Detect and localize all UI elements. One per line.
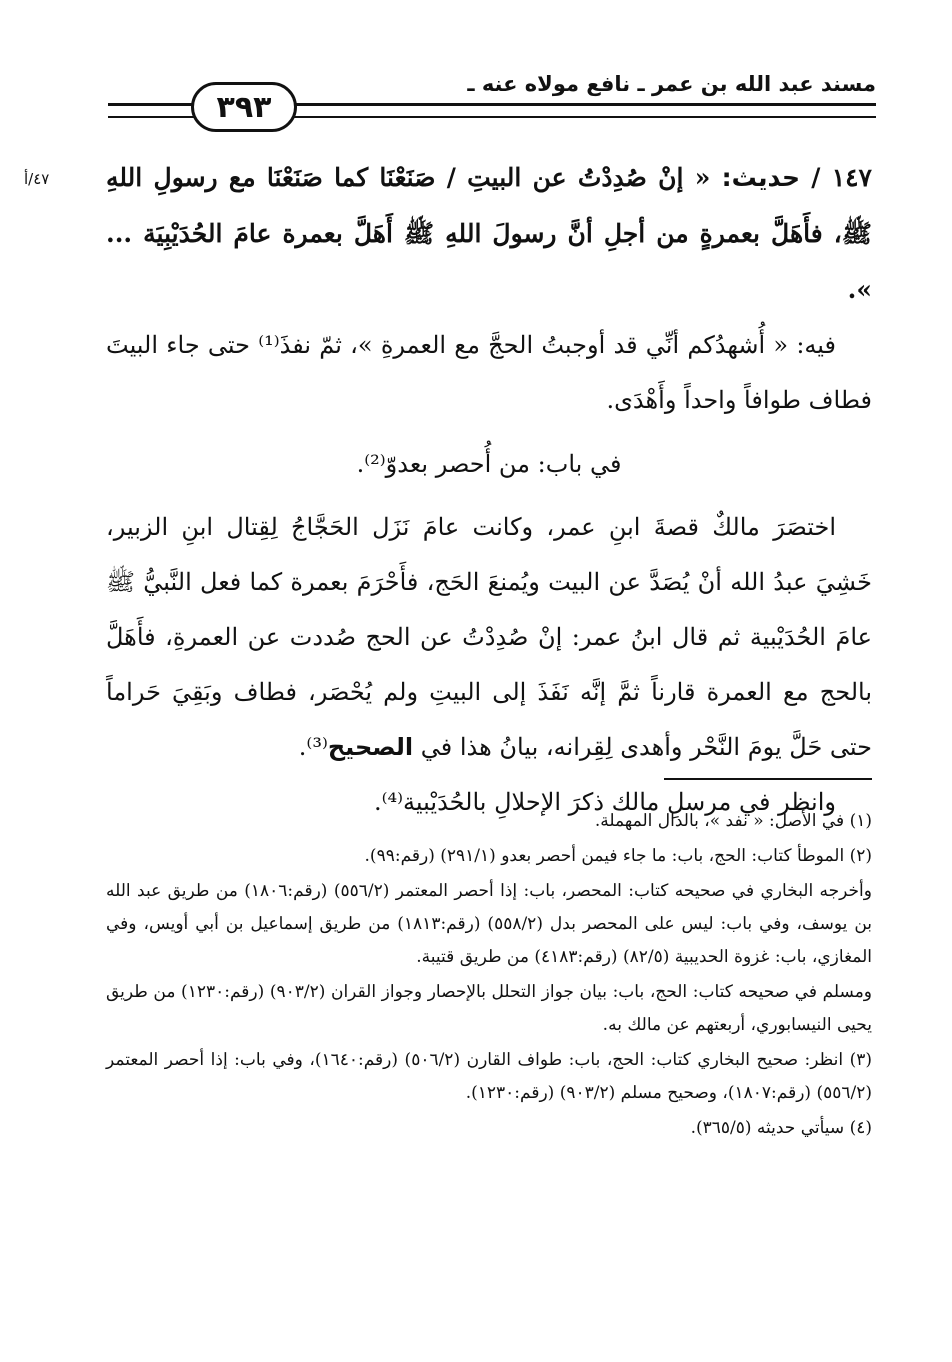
page-number: ٣٩٣ [191, 82, 297, 132]
footnotes [106, 805, 872, 1147]
commentary-end: ⁽³⁾. [298, 733, 328, 761]
hadith-label: حديث: [721, 163, 800, 192]
chapter-heading: في باب: من أُحصر بعدوّ⁽²⁾. [356, 450, 622, 478]
hadith-number: ١٤٧ / [811, 163, 872, 192]
footnote-4: (٤) سيأتي حديثه (٣٦٥/٥). [690, 1118, 872, 1138]
margin-folio-note: ٤٧/أ [24, 170, 50, 188]
footnote-2-bukhari: وأخرجه البخاري في صحيحه كتاب: المحصر، باب: إذا أحصر المعتمر (٥٥٦/٢) (رقم:١٨٠٦) من طريق عبد الله بن يوسف، وفي باب: ليس على المحصر بدل (٥٥٨/٢) (رقم:١٨١٣) من طريق إسماعيل بن أبي أويس، وفي المغازي، باب: غزوة الحديبية (٨٢/٥) (رقم:٤١٨٣) من طريق قتيبة. [106, 881, 873, 967]
sahih-word: الصحيح [327, 733, 414, 761]
main-text [106, 150, 872, 830]
paragraph-see-also: وانظر في مرسلِ مالك ذكرَ الإحلالِ بالحُدَيْبية⁽⁴⁾. [374, 788, 836, 816]
commentary-text: اختصَرَ مالكٌ قصةَ ابنِ عمر، وكانت عامَ نَزَل الحَجَّاجُ لِقِتال ابنِ الزبير، خَشِيَ عبدُ الله أنْ يُصَدَّ عن البيت ويُمنعَ الحَج، فأَحْرَمَ بعمرة كما فعل النَّبيُّ ﷺ عامَ الحُدَيْبية ثم قال ابنُ عمر: إنْ صُدِدْتُ عن الحج صُددت عن العمرةِ، فأَهَلَّ بالحج مع العمرة قارناً ثمَّ إنَّه نَفَذَ إلى البيتِ ولم يُحْصَر، فطاف وبَقِيَ حَراماً حتى حَلَّ يومَ النَّحْر وأهدى لِقِرانه، بيانُ هذا في [106, 513, 872, 761]
paragraph-fihi: فيه: « أُشهدُكم أنِّي قد أوجبتُ الحجَّ مع العمرةِ »، ثمّ نفذَ⁽¹⁾ حتى جاء البيتَ فطاف طوافاً واحداً وأَهْدَى. [106, 331, 872, 414]
footnote-2-muslim: ومسلم في صحيحه كتاب: الحج، باب: بيان جواز التحلل بالإحصار وجواز القران (٩٠٣/٢) (رقم:١٢٣٠) من طريق يحيى النيسابوري، أربعتهم عن مالك به. [106, 982, 873, 1035]
paragraph-commentary [106, 500, 872, 775]
footnote-1: (١) في الأصل: « نفد »، بالدال المهملة. [594, 811, 872, 831]
hadith-text: « إنْ صُدِدْتُ عن البيتِ / صَنَعْنَا كما صَنَعْنَا مع رسولِ اللهِ ﷺ، فأَهَلَّ بعمرةٍ من أجلِ أنَّ رسولَ اللهِ ﷺ أَهَلَّ بعمرة عامَ الحُدَيْبِيَة ... ». [106, 163, 872, 304]
footnote-2: (٢) الموطأ كتاب: الحج، باب: ما جاء فيمن أحصر بعدو (٢٩١/١) (رقم:٩٩). [364, 846, 872, 866]
footnote-3: (٣) انظر: صحيح البخاري كتاب: الحج، باب: طواف القارن (٥٠٦/٢) (رقم:١٦٤٠)، وفي باب: إذا أحصر المعتمر (٥٥٦/٢) (رقم:١٨٠٧)، وصحيح مسلم (٩٠٣/٢) (رقم:١٢٣٠). [106, 1050, 872, 1103]
hadith-entry [106, 150, 872, 318]
footnote-separator [664, 778, 872, 780]
running-title: مسند عبد الله بن عمر ـ نافع مولاه عنه ـ [467, 72, 876, 96]
